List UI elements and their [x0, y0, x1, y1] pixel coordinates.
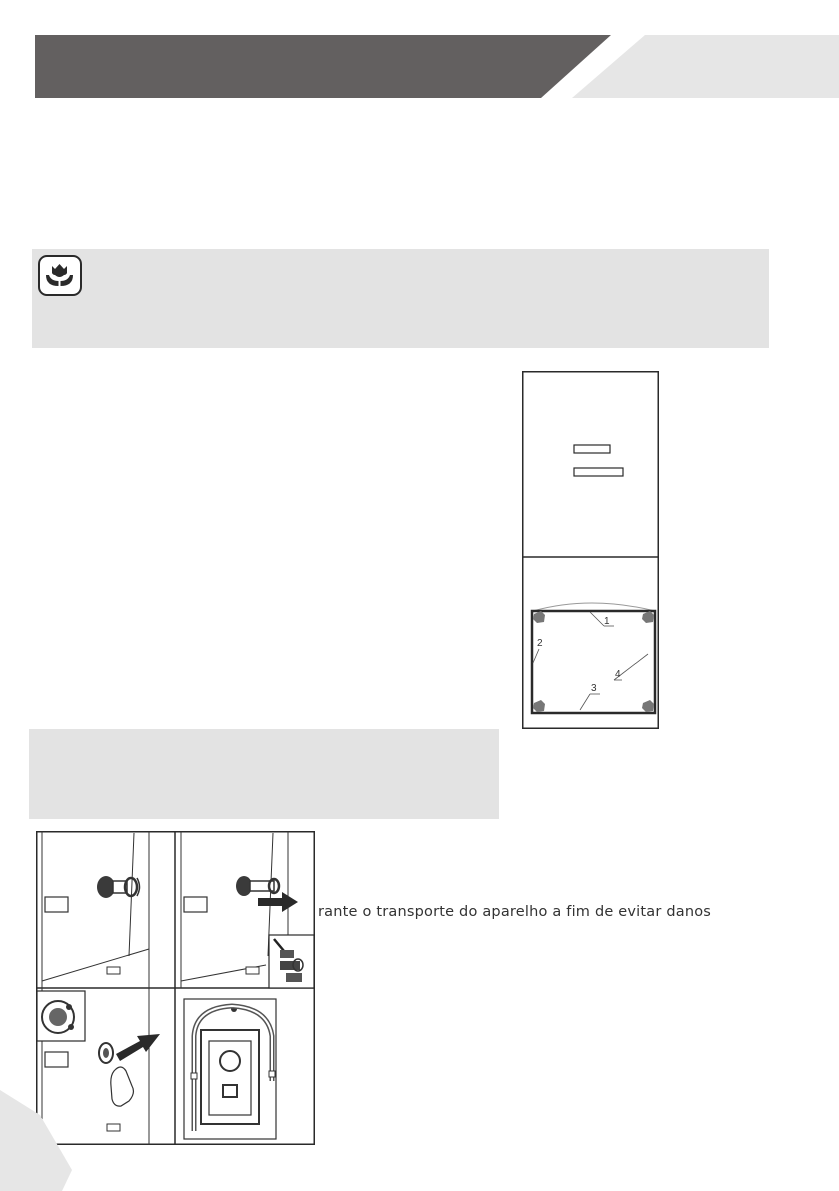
callout-2: 2 — [537, 638, 543, 649]
bolt-slot-upper — [574, 445, 610, 453]
eco-tip-box — [32, 249, 769, 348]
base-outline — [532, 611, 655, 713]
leaf-hands-icon — [38, 255, 82, 296]
callout-3: 3 — [591, 683, 597, 694]
note-box — [29, 729, 499, 819]
page-corner-tab — [0, 1090, 80, 1191]
header-banner-dark — [35, 35, 611, 98]
header-banner-light — [572, 35, 839, 98]
header-banner — [0, 0, 839, 110]
callout-1: 1 — [604, 616, 610, 627]
machine-back-diagram — [522, 371, 659, 729]
transport-instruction-text: rante o transporte do aparelho a fim de evitar danos — [318, 904, 712, 920]
callout-4: 4 — [615, 669, 621, 680]
bolt-slot-lower — [574, 468, 623, 476]
step-4-back-view — [184, 999, 276, 1139]
